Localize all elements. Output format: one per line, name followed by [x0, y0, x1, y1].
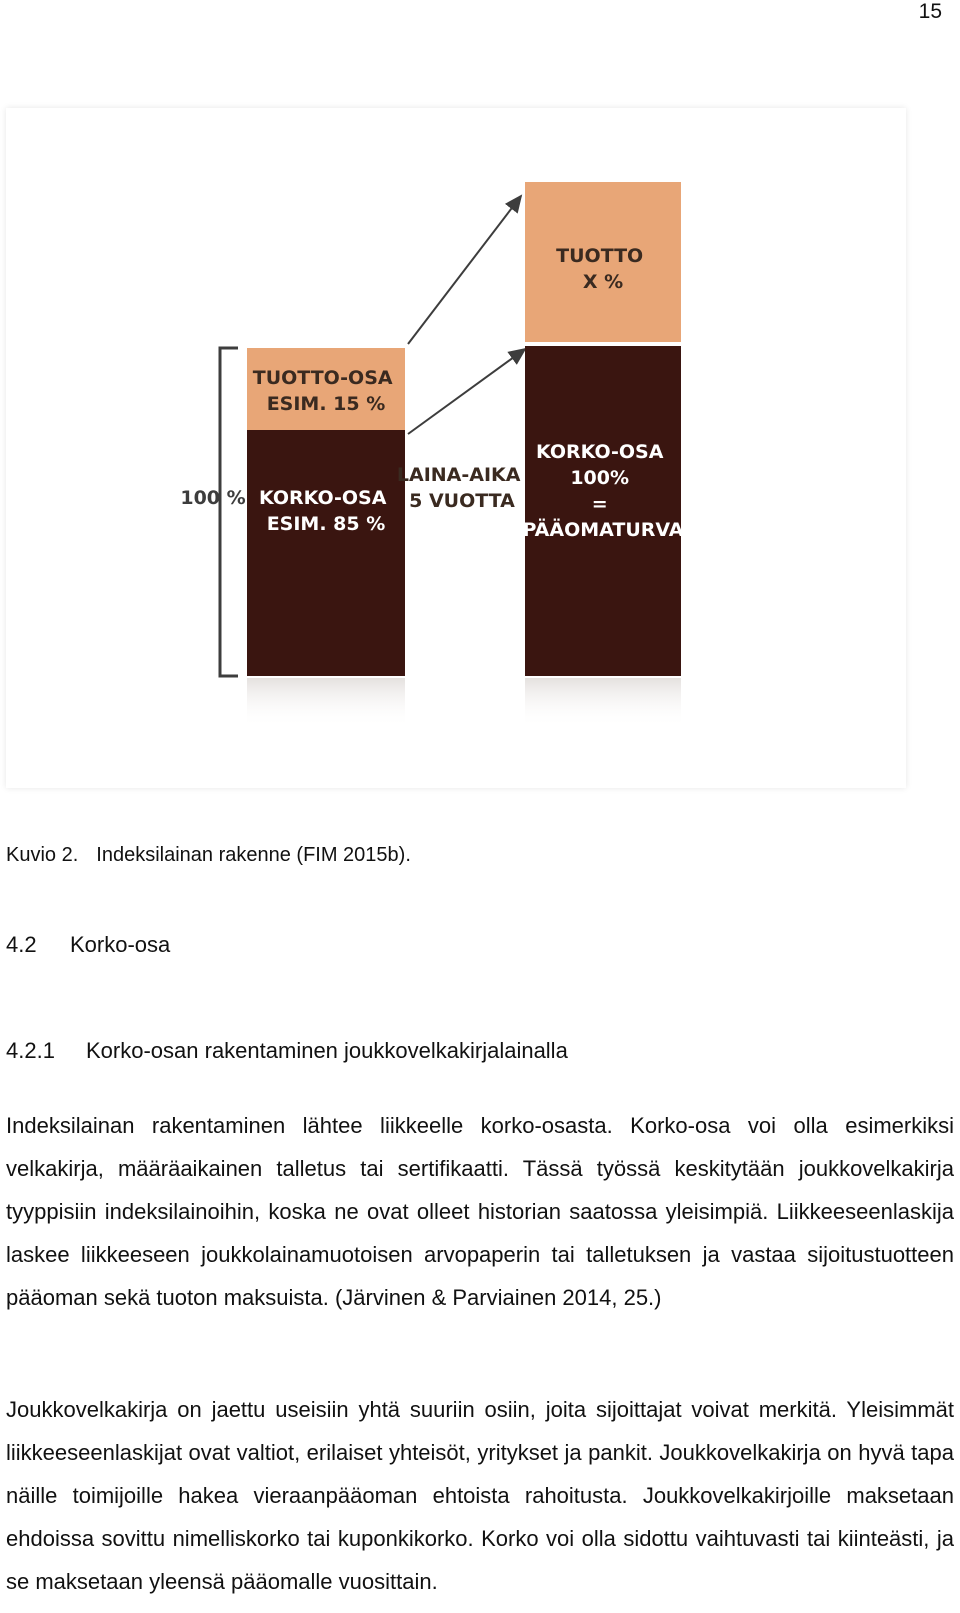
- subsection-number: 4.2.1: [6, 1038, 55, 1063]
- section-title: Korko-osa: [70, 932, 171, 957]
- body-paragraph: Joukkovelkakirja on jaettu useisiin yhtä suuriin osiin, joita sijoittajat voivat merkitä. Yleisimmät liikkeeseenlaskijat ovat valtiot, erilaiset yhteisöt, yritykset ja pankit. Joukkovelkakirja on hyvä tapa näille toimijoille hakea vieraanpääoman ehtoista rahoitusta. Joukkovelkakirjoille maksetaan ehdoissa sovittu nimelliskorko tai kuponkikorko. Korko voi olla sidottu vaihtuvasti tai kiinteästi, ja se maksetaan yleensä pääomalle vuosittain.: [6, 1397, 954, 1594]
- loan-period-label: LAINA-AIKA 5 VUOTTA: [396, 464, 521, 512]
- figure-index-loan-structure: [6, 108, 906, 788]
- right-bar-reflection: [525, 678, 681, 728]
- structure-diagram: [6, 108, 906, 788]
- figure-caption: [6, 844, 411, 867]
- left-return-label: TUOTTO-OSA ESIM. 15 %: [252, 367, 393, 415]
- right-interest-label: KORKO-OSA 100% = PÄÄOMATURVA: [522, 441, 684, 541]
- right-return-label: TUOTTO X %: [556, 245, 644, 293]
- left-total-label: 100 %: [180, 487, 246, 509]
- left-bar-reflection: [247, 678, 405, 728]
- subsection-heading: [6, 1038, 568, 1064]
- section-number: 4.2: [6, 932, 37, 957]
- percent-bracket: [220, 348, 238, 676]
- upper-arrow: [408, 196, 521, 344]
- subsection-title: Korko-osan rakentaminen joukkovelkakirjalainalla: [86, 1038, 568, 1063]
- left-return-segment: [247, 348, 405, 430]
- lower-arrow: [408, 349, 525, 434]
- body-paragraph: Indeksilainan rakentaminen lähtee liikkeelle korko-osasta. Korko-osa voi olla esimerkiksi velkakirja, määräaikainen talletus tai sertifikaatti. Tässä työssä keskitytään joukkovelkakirja tyyppisiin indeksilainoihin, koska ne ovat olleet historian saatossa yleisimpiä. Liikkeeseenlaskija laskee liikkeeseen joukkolainamuotoisen arvopaperin tai talletuksen ja vastaa sijoitustuotteen pääoman sekä tuoton maksuista. (Järvinen & Parviainen 2014, 25.): [6, 1113, 954, 1310]
- page-number: 15: [918, 0, 942, 23]
- left-interest-segment: [247, 430, 405, 676]
- caption-number: Kuvio 2.: [6, 844, 79, 866]
- caption-text: Indeksilainan rakenne (FIM 2015b).: [96, 844, 411, 866]
- left-interest-label: KORKO-OSA ESIM. 85 %: [258, 487, 387, 535]
- section-heading: [6, 932, 170, 958]
